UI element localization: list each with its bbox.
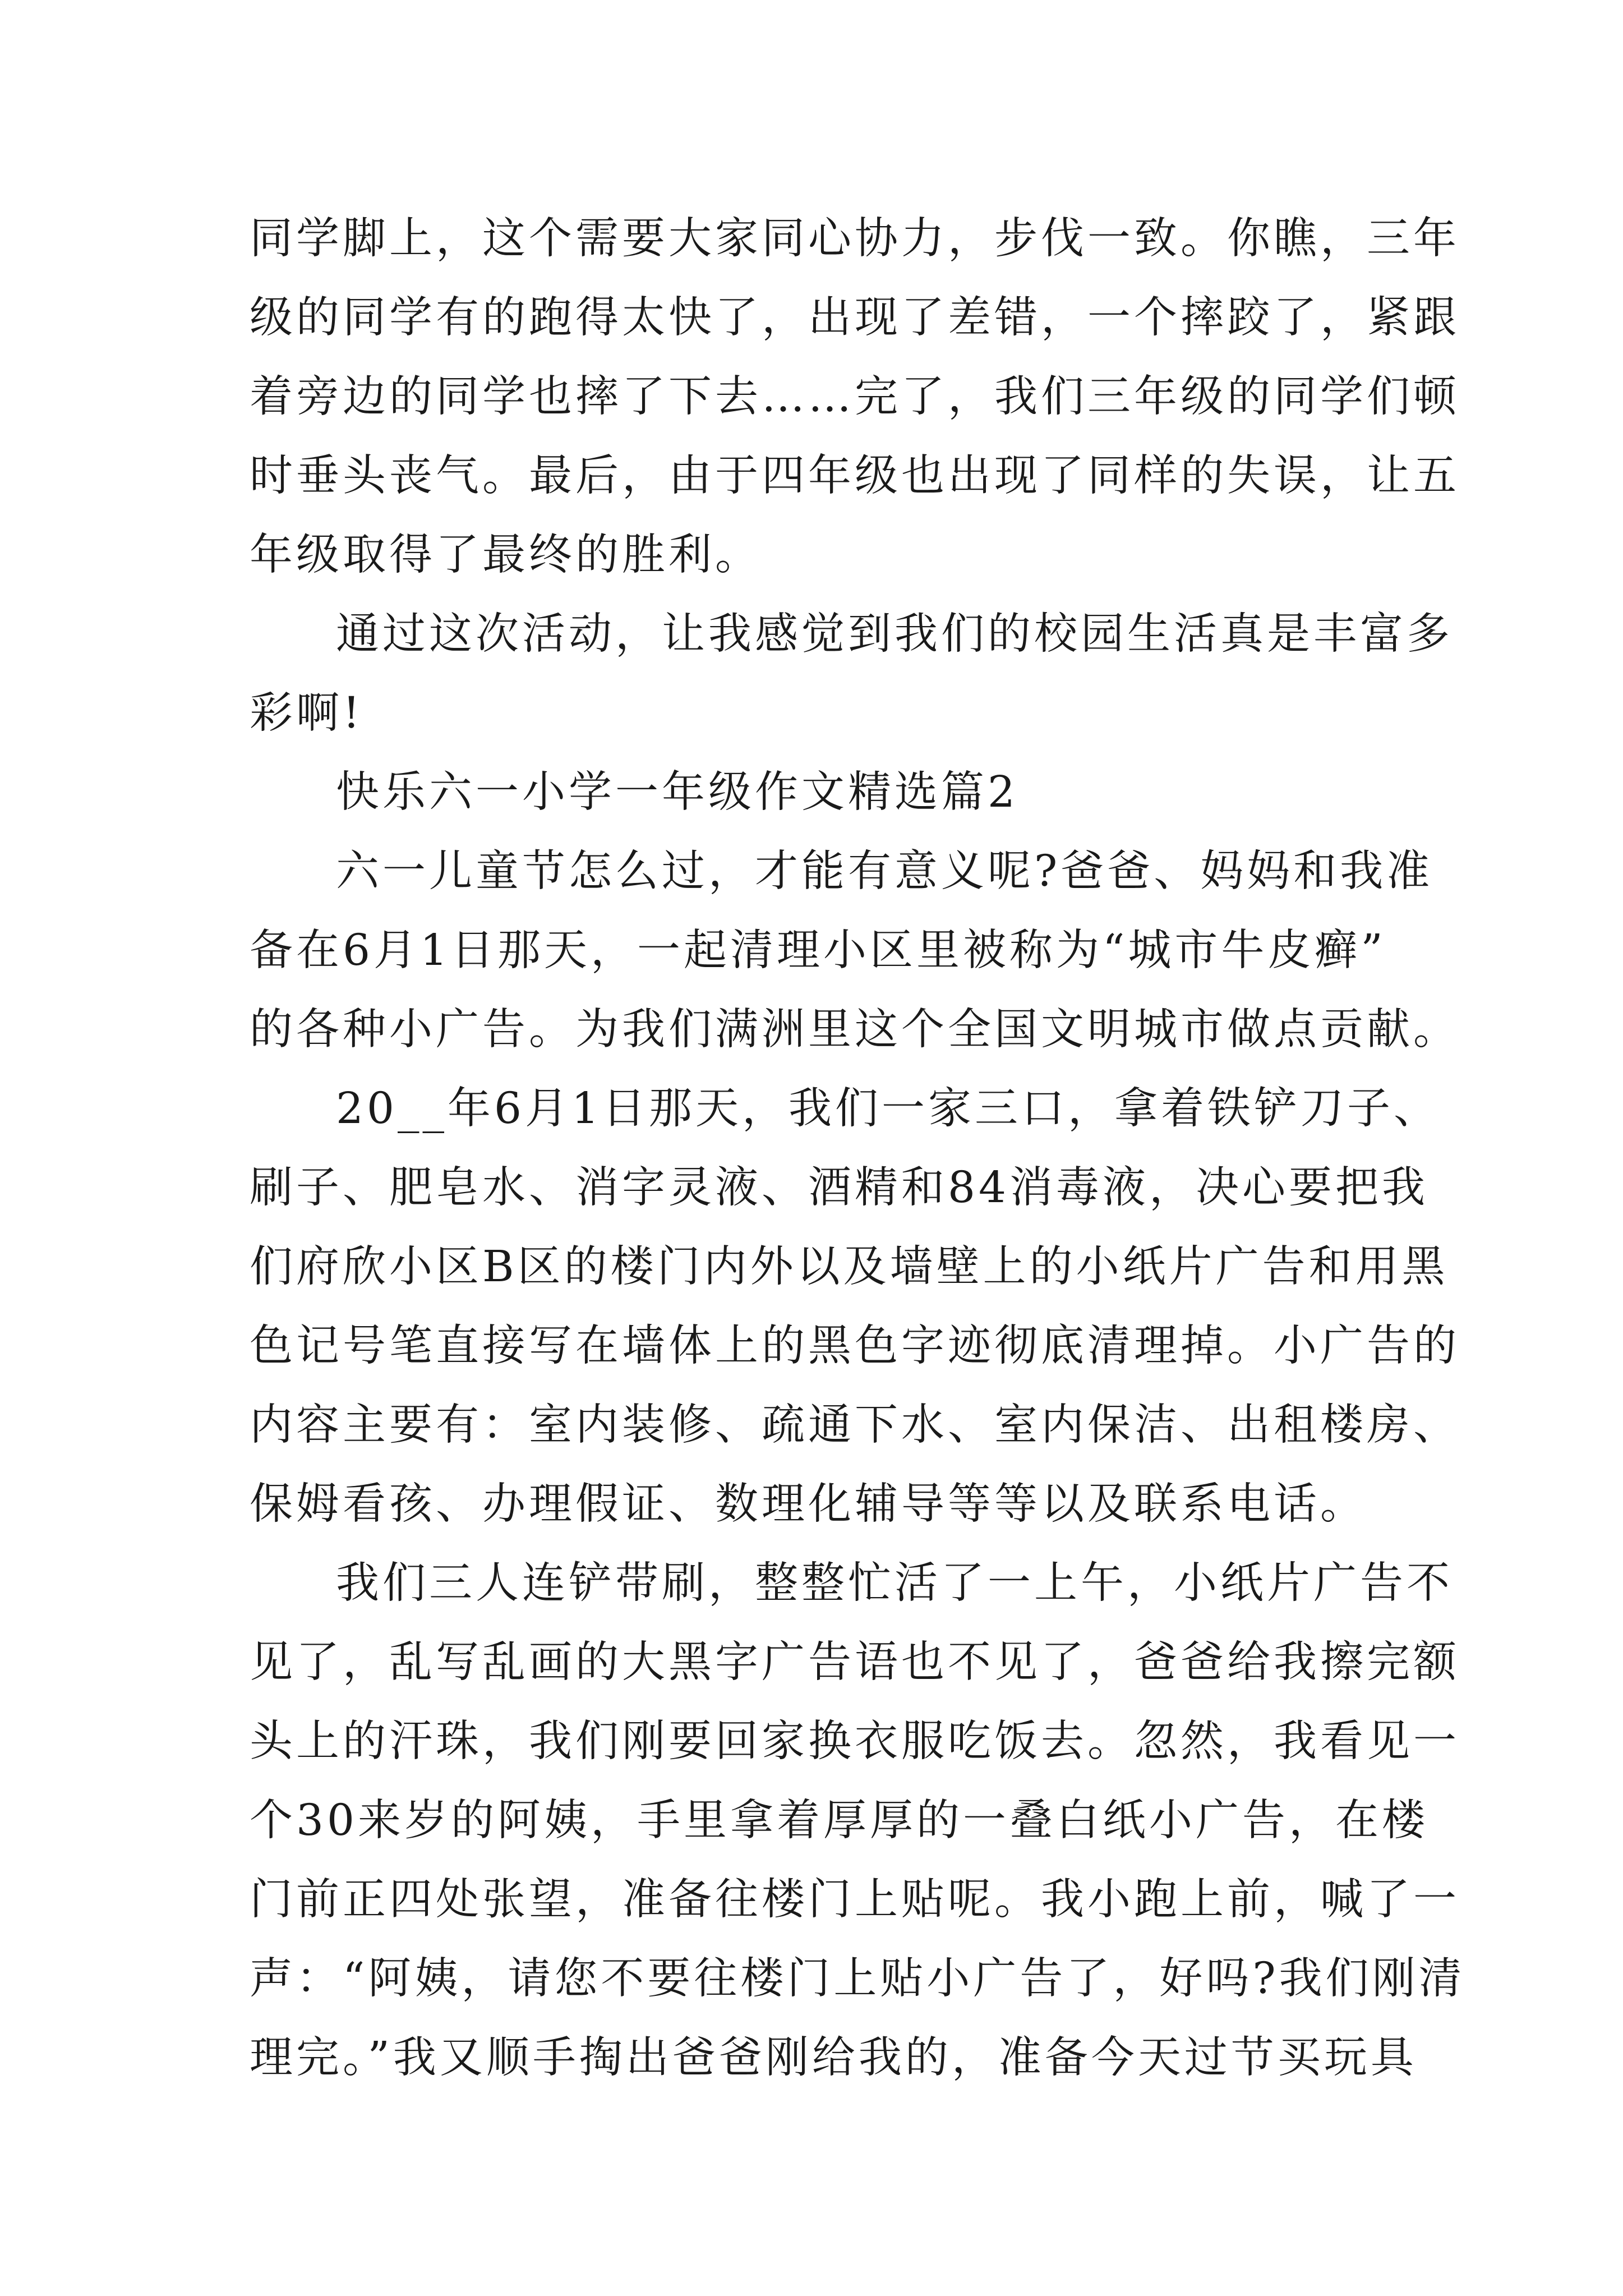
text-line: 我们三人连铲带刷，整整忙活了一上午，小纸片广告不	[336, 1558, 1453, 1608]
text-line: 个30来岁的阿姨，手里拿着厚厚的一叠白纸小广告，在楼	[250, 1796, 1428, 1846]
text-line: 的各种小广告。为我们满洲里这个全国文明城市做点贡献。	[250, 1005, 1460, 1055]
text-line: 理完。”我又顺手掏出爸爸刚给我的，准备今天过节买玩具	[250, 2033, 1417, 2083]
text-line: 门前正四处张望，准备往楼门上贴呢。我小跑上前，喊了一	[250, 1875, 1460, 1925]
document-body	[250, 199, 1465, 2097]
text-line: 年级取得了最终的胜利。	[250, 530, 762, 580]
text-line: 内容主要有：室内装修、疏通下水、室内保洁、出租楼房、	[250, 1400, 1460, 1450]
text-line: 时垂头丧气。最后，由于四年级也出现了同样的失误，让五	[250, 451, 1460, 501]
section-heading: 快乐六一小学一年级作文精选篇2	[336, 767, 1018, 817]
text-line: 级的同学有的跑得太快了，出现了差错，一个摔跤了，紧跟	[250, 293, 1460, 343]
text-line: 同学脚上，这个需要大家同心协力，步伐一致。你瞧，三年	[250, 214, 1460, 264]
text-line: 彩啊!	[250, 688, 363, 738]
text-line: 头上的汗珠，我们刚要回家换衣服吃饭去。忽然，我看见一	[250, 1717, 1460, 1766]
text-line: 见了，乱写乱画的大黑字广告语也不见了，爸爸给我擦完额	[250, 1637, 1460, 1687]
text-line: 声：“阿姨，请您不要往楼门上贴小广告了，好吗?我们刚清	[250, 1954, 1465, 2004]
text-line: 20__年6月1日那天，我们一家三口，拿着铁铲刀子、	[336, 1084, 1440, 1134]
text-line: 通过这次活动，让我感觉到我们的校园生活真是丰富多	[336, 609, 1453, 659]
text-line: 色记号笔直接写在墙体上的黑色字迹彻底清理掉。小广告的	[250, 1321, 1460, 1371]
text-line: 六一儿童节怎么过，才能有意义呢?爸爸、妈妈和我准	[336, 846, 1433, 896]
text-line: 刷子、肥皂水、消字灵液、酒精和84消毒液，决心要把我	[250, 1163, 1428, 1213]
text-line: 着旁边的同学也摔了下去……完了，我们三年级的同学们顿	[250, 372, 1460, 422]
text-line: 备在6月1日那天，一起清理小区里被称为“城市牛皮癣”	[250, 926, 1386, 976]
text-line: 们府欣小区B区的楼门内外以及墙壁上的小纸片广告和用黑	[250, 1242, 1449, 1292]
text-line: 保姆看孩、办理假证、数理化辅导等等以及联系电话。	[250, 1479, 1367, 1529]
